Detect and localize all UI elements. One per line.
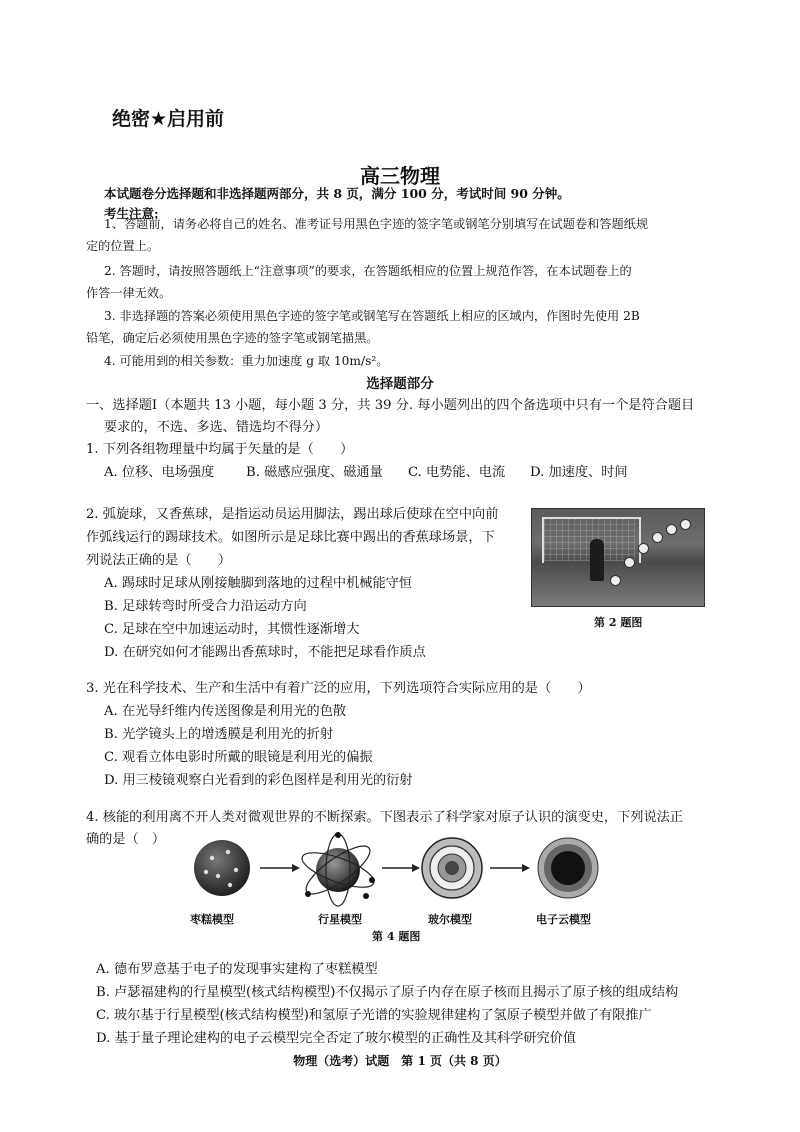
arrow-icon <box>382 864 420 872</box>
section-title: 选择题部分 <box>366 376 434 392</box>
notice-item-2-cont: 作答一律无效。 <box>86 286 172 300</box>
q3-option-c: C. 观看立体电影时所戴的眼镜是利用光的偏振 <box>104 750 373 765</box>
q2-option-d: D. 在研究如何才能踢出香蕉球时，不能把足球看作质点 <box>104 645 426 660</box>
q4-option-d: D. 基于量子理论建构的电子云模型完全否定了玻尔模型的正确性及其科学研究价值 <box>96 1031 577 1046</box>
ball-trail <box>666 524 677 535</box>
notice-item-3-cont: 铅笔，确定后必须使用黑色字迹的签字笔或钢笔描黑。 <box>86 331 379 345</box>
page-footer: 物理（选考）试题 第 1 页（共 8 页） <box>293 1054 507 1068</box>
atomic-model-evolution-diagram <box>190 830 610 922</box>
exam-title: 高三物理 <box>360 164 440 188</box>
ball-trail <box>638 543 649 554</box>
confidential-label: 绝密★启用前 <box>112 108 225 130</box>
q1-option-d: D. 加速度、时间 <box>530 465 628 480</box>
q2-figure-caption: 第 2 题图 <box>594 616 643 629</box>
notice-item-2: 2. 答题时，请按照答题纸上“注意事项”的要求，在答题纸相应的位置上规范作答，在本试题卷上的 <box>104 264 632 278</box>
question-4-stem-line1: 4. 核能的利用离不开人类对微观世界的不断探索。下图表示了科学家对原子认识的演变史，下列说法正 <box>86 810 684 825</box>
notice-item-1: 1、答题前，请务必将自己的姓名、准考证号用黑色字迹的签字笔或钢笔分别填写在试题卷和答题纸规 <box>104 217 649 231</box>
model-label-planetary: 行星模型 <box>318 913 362 926</box>
q1-option-c: C. 电势能、电流 <box>408 465 506 480</box>
model-label-bohr: 玻尔模型 <box>428 913 472 926</box>
q2-option-a: A. 踢球时足球从刚接触脚到落地的过程中机械能守恒 <box>104 576 413 591</box>
question-1-stem: 1. 下列各组物理量中均属于矢量的是（ ） <box>86 442 354 457</box>
q4-option-b: B. 卢瑟福建构的行星模型(核式结构模型)不仅揭示了原子内存在原子核而且揭示了原子核的组成结构 <box>96 985 679 1000</box>
part1-instructions-cont: 要求的，不选、多选、错选均不得分） <box>104 420 329 435</box>
notice-heading: 考生注意: <box>104 206 159 221</box>
ball-trail <box>652 532 663 543</box>
q3-option-b: B. 光学镜头上的增透膜是利用光的折射 <box>104 727 334 742</box>
bohr-model <box>422 838 482 898</box>
question-3-stem: 3. 光在科学技术、生产和生活中有着广泛的应用，下列选项符合实际应用的是（ ） <box>86 681 591 696</box>
model-label-electron-cloud: 电子云模型 <box>536 913 591 926</box>
banana-kick-photo <box>531 508 705 607</box>
question-2-stem-line2: 作弧线运行的踢球技术。如图所示是足球比赛中踢出的香蕉球场景，下 <box>86 530 495 545</box>
arrow-icon <box>490 864 530 872</box>
q2-option-c: C. 足球在空中加速运动时，其惯性逐渐增大 <box>104 622 360 637</box>
q2-option-b: B. 足球转弯时所受合力沿运动方向 <box>104 599 307 614</box>
question-4-stem-line2: 确的是（ ） <box>86 832 166 847</box>
q3-option-a: A. 在光导纤维内传送图像是利用光的色散 <box>104 704 347 719</box>
notice-item-4: 4. 可能用到的相关参数：重力加速度 g 取 10m/s²。 <box>104 354 389 368</box>
player-silhouette <box>590 539 604 581</box>
ball-trail <box>624 557 635 568</box>
planetary-model <box>298 832 378 906</box>
plum-pudding-model <box>194 840 250 896</box>
q1-option-b: B. 磁感应强度、磁通量 <box>246 465 383 480</box>
question-2-stem-line1: 2. 弧旋球，又香蕉球，是指运动员运用脚法，踢出球后使球在空中向前 <box>86 507 499 522</box>
q4-option-a: A. 德布罗意基于电子的发现事实建构了枣糕模型 <box>96 962 378 977</box>
q4-figure-caption: 第 4 题图 <box>372 930 421 943</box>
ball-trail <box>610 575 621 586</box>
q3-option-d: D. 用三棱镜观察白光看到的彩色图样是利用光的衍射 <box>104 773 413 788</box>
q1-option-a: A. 位移、电场强度 <box>104 465 215 480</box>
question-2-stem-line3: 列说法正确的是（ ） <box>86 553 232 568</box>
notice-item-1-cont: 定的位置上。 <box>86 239 160 253</box>
q4-option-c: C. 玻尔基于行星模型(核式结构模型)和氢原子光谱的实验规律建构了氢原子模型并做了有限推广 <box>96 1008 652 1023</box>
exam-intro: 本试题卷分选择题和非选择题两部分，共 8 页，满分 100 分，考试时间 90 分钟。 <box>104 186 570 201</box>
electron-cloud-model <box>538 838 598 898</box>
ball-trail <box>680 519 691 530</box>
part1-instructions: 一、选择题I（本题共 13 小题，每小题 3 分，共 39 分. 每小题列出的四个备选项中只有一个是符合题目 <box>86 398 695 413</box>
notice-item-3: 3. 非选择题的答案必须使用黑色字迹的签字笔或钢笔写在答题纸上相应的区域内，作图时先使用 2B <box>104 309 640 323</box>
arrow-icon <box>260 864 300 872</box>
model-label-plum-pudding: 枣糕模型 <box>190 913 234 926</box>
